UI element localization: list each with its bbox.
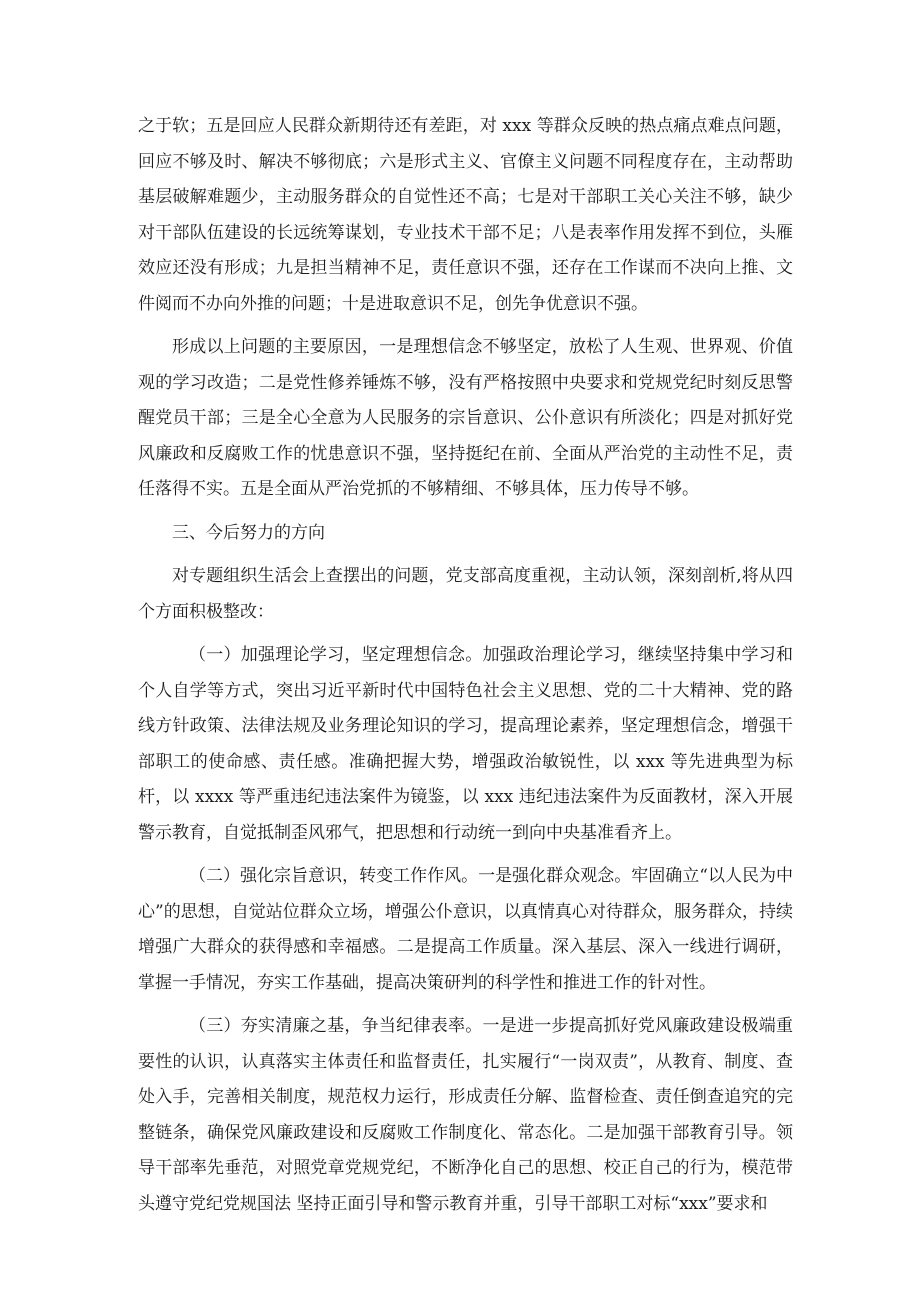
paragraph-problems-continued: 之于软；五是回应人民群众新期待还有差距，对 xxx 等群众反映的热点痛点难点问题，回应不够及时、解决不够彻底；六是形式主义、官僚主义问题不同程度存在，主动帮助基层破解难题少，主动服务群众的自觉性还不高；七是对干部职工关心关注不够，缺少对干部队伍建设的长远统筹谋划，专业技术干部不足；八是表率作用发挥不到位，头雁效应还没有形成；九是担当精神不足，责任意识不强，还存在工作谋而不决向上推、文件阅而不办向外推的问题；十是进取意识不足，创先争优意识不强。: [138, 116, 793, 314]
paragraph-root-causes: 形成以上问题的主要原因，一是理想信念不够坚定，放松了人生观、世界观、价值观的学习改造；二是党性修养锤炼不够，没有严格按照中央要求和党规党纪时刻反思警醒党员干部；三是全心全意为人民服务的宗旨意识、公仆意识有所淡化；四是对抓好党风廉政和反腐败工作的忧患意识不强，坚持挺纪在前、全面从严治党的主动性不足，责任落得不实。五是全面从严治党抓的不够精细、不够具体，压力传导不够。: [138, 337, 793, 499]
section-heading-future-direction: 三、今后努力的方向: [172, 522, 325, 543]
paragraph-rectification-intro: 对专题组织生活会上查摆出的问题，党支部高度重视，主动认领，深刻剖析,将从四个方面积极整改：: [138, 566, 793, 622]
document-body: [138, 109, 793, 1230]
paragraph-item-2-purpose-awareness: （二）强化宗旨意识，转变工作作风。一是强化群众观念。牢固确立“以人民为中心”的思想，自觉站位群众立场，增强公仆意识，以真情真心对待群众，服务群众，持续增强广大群众的获得感和幸福感。二是提高工作质量。深入基层、深入一线进行调研，掌握一手情况，夯实工作基础，提高决策研判的科学性和推进工作的针对性。: [138, 866, 793, 993]
paragraph-item-1-theory-study: （一）加强理论学习，坚定理想信念。加强政治理论学习，继续坚持集中学习和个人自学等方式，突出习近平新时代中国特色社会主义思想、党的二十大精神、党的路线方针政策、法律法规及业务理论知识的学习，提高理论素养，坚定理想信念，增强干部职工的使命感、责任感。准确把握大势，增强政治敏锐性，以 xxx 等先进典型为标杆，以 xxxx 等严重违纪违法案件为镜鉴，以 xxx 违纪违法案件为反面教材，深入开展警示教育，自觉抵制歪风邪气，把思想和行动统一到向中央基准看齐上。: [138, 645, 793, 843]
paragraph-item-3-integrity: （三）夯实清廉之基，争当纪律表率。一是进一步提高抓好党风廉政建设极端重要性的认识，认真落实主体责任和监督责任，扎实履行“一岗双责”，从教育、制度、查处入手，完善相关制度，规范权力运行，形成责任分解、监督检查、责任倒查追究的完整链条，确保党风廉政建设和反腐败工作制度化、常态化。二是加强干部教育引导。领导干部率先垂范，对照党章党规党纪，不断净化自己的思想、校正自己的行为，模范带头遵守党纪党规国法 坚持正面引导和警示教育并重，引导干部职工对标“xxx”要求和: [138, 1016, 793, 1214]
